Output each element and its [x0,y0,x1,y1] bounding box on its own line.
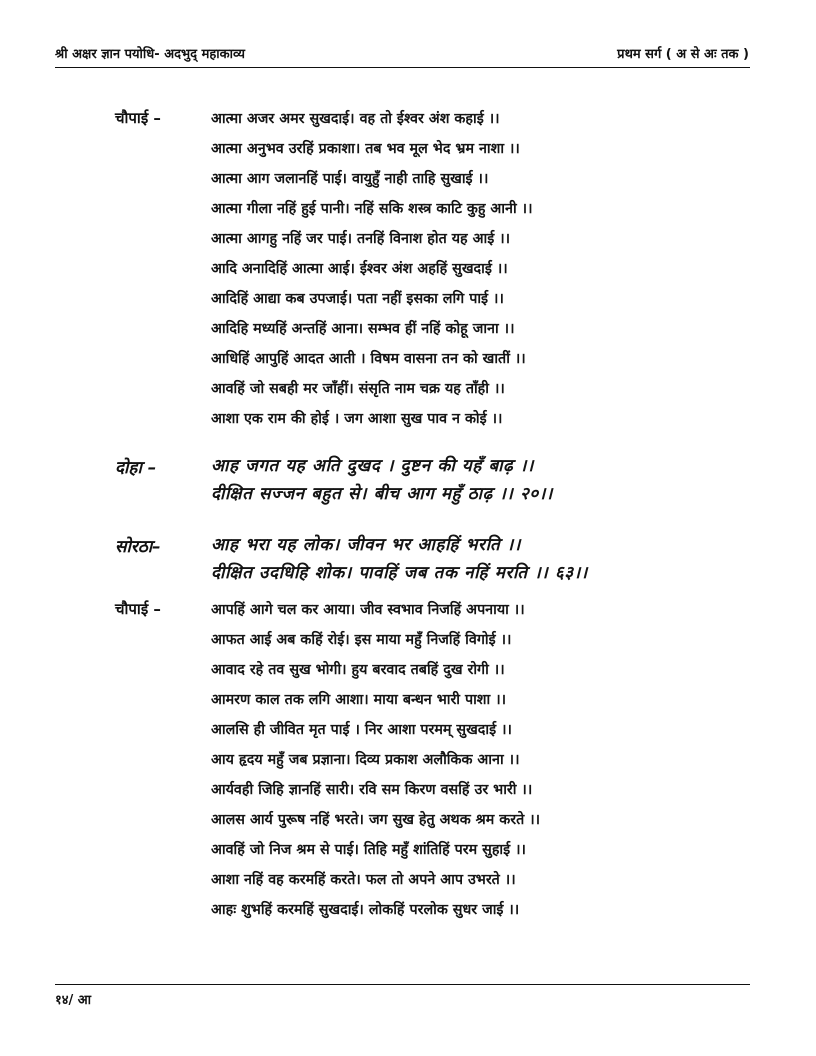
footer-divider [55,984,750,985]
running-header [55,44,749,66]
verse-line: आपहिं आगे चल कर आया। जीव स्वभाव निजहिं अपनाया ।। [211,602,525,618]
verse-line: आत्मा अनुभव उरहिं प्रकाशा। तब भव मूल भेद भ्रम नाशा ।। [211,141,520,157]
verse-line: आत्मा आगहु नहिं जर पाई। तनहिं विनाश होत यह आई ।। [211,231,511,247]
verse-line: आवाद रहे तव सुख भोगी। हुय बरवाद तबहिं दुख रोगी ।। [211,662,505,678]
verse-line: आमरण काल तक लगि आशा। माया बन्धन भारी पाशा ।। [211,692,507,708]
section-label: चौपाई – [115,600,161,618]
verse-line: दीक्षित उदधिहि शोक। पावहिं जब तक नहिं मरति ।। ६३।। [211,563,588,583]
verse-line: आलस आर्य पुरूष नहिं भरते। जग सुख हेतु अथक श्रम करते ।। [211,812,541,828]
verse-line: आवहिं जो निज श्रम से पाई। तिहि महुँ शांतिहिं परम सुहाई ।। [211,842,526,858]
verse-line: आह जगत यह अति दुखद । दुष्टन की यहँ बाढ़ ।। [211,456,534,476]
verse-line: आफत आई अब कहिं रोई। इस माया महुँ निजहिं विगोई ।। [211,632,512,648]
verse-line: आदिहिं आद्या कब उपजाई। पता नहीं इसका लगि पाई ।। [211,291,504,307]
chapter-title: प्रथम सर्ग ( अ से अः तक ) [617,47,749,62]
verse-line: दीक्षित सज्जन बहुत से। बीच आग महुँ ठाढ़ ।। २०।। [211,484,553,504]
page-number: १४/ आ [55,993,92,1008]
verse-line: आय हृदय महुँ जब प्रज्ञाना। दिव्य प्रकाश अलौकिक आना ।। [211,752,520,768]
verse-lines [211,455,553,511]
verse-line: आशा एक राम की होई । जग आशा सुख पाव न कोई ।। [211,411,503,427]
verse-line: आवहिं जो सबही मर जाँहीं। संसृति नाम चक्र यह ताँही ।। [211,381,505,397]
verse-line: आह भरा यह लोक। जीवन भर आहहिं भरति ।। [211,535,521,555]
verse-line: आहः शुभहिं करमहिं सुखदाई। लोकहिं परलोक सुधर जाई ।। [211,902,520,918]
verse-lines [211,534,588,590]
verse-line: आदिहि मध्यहिं अन्तहिं आना। सम्भव हीं नहिं कोहू जाना ।। [211,321,515,337]
verse-lines [211,108,533,438]
verse-line: आलसि ही जीवित मृत पाई । निर आशा परमम् सुखदाई ।। [211,722,512,738]
verse-line: आदि अनादिहिं आत्मा आई। ईश्वर अंश अहहिं सुखदाई ।। [211,261,508,277]
verse-line: आशा नहिं वह करमहिं करते। फल तो अपने आप उभरते ।। [211,872,516,888]
section-label: सोरठा– [115,537,161,557]
book-title: श्री अक्षर ज्ञान पयोधि- अदभुद् महाकाव्य [55,47,245,62]
verse-line: आधिहिं आपुहिं आदत आती । विषम वासना तन को खातीं ।। [211,351,526,367]
section-label: दोहा – [115,458,157,478]
verse-line: आत्मा गीला नहिं हुई पानी। नहिं सकि शस्त्र काटि कुहु आनी ।। [211,201,533,217]
verse-line: आत्मा अजर अमर सुखदाई। वह तो ईश्वर अंश कहाई ।। [211,111,500,127]
verse-line: आर्यवही जिहि ज्ञानहिं सारी। रवि सम किरण वसहिं उर भारी ।। [211,782,533,798]
section-label: चौपाई – [115,109,161,127]
header-divider [55,67,750,68]
verse-line: आत्मा आग जलानहिं पाई। वायुहुँ नाही ताहि सुखाई ।। [211,171,489,187]
verse-lines [211,599,540,929]
